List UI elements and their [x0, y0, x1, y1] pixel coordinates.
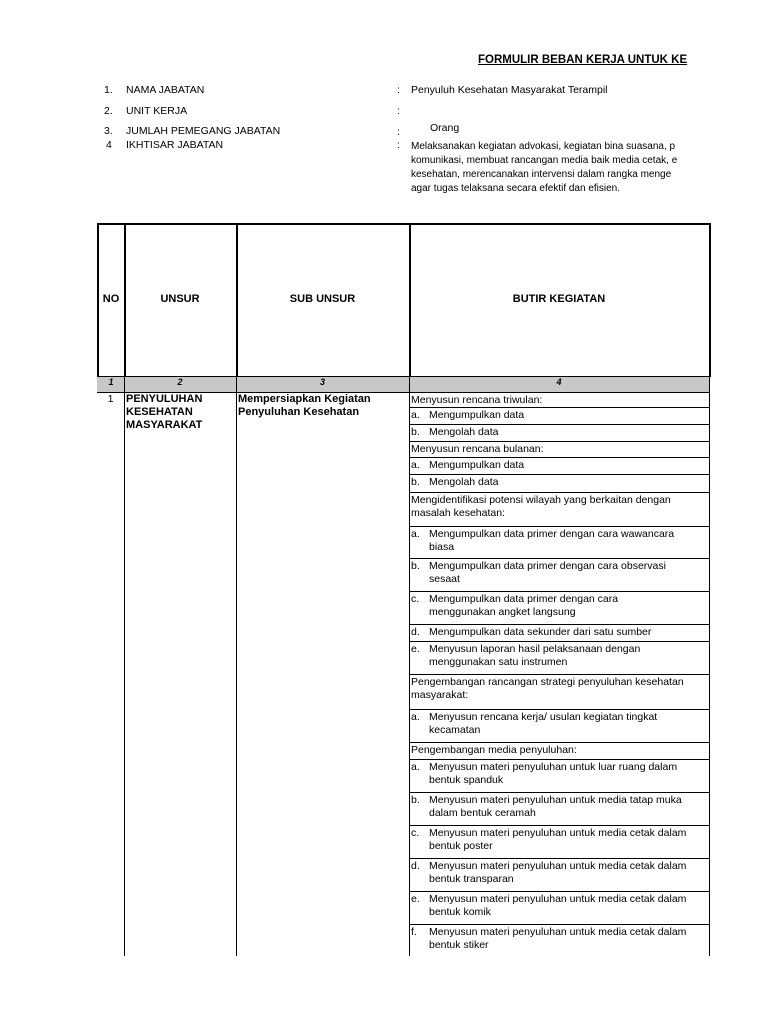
butir-line: Menyusun materi penyuluhan untuk media cetak dalam	[429, 893, 687, 905]
butir-heading	[411, 744, 577, 757]
summary-line: kesehatan, merencanakan intervensi dalam rangka menge	[411, 169, 672, 180]
info-value: Penyuluh Kesehatan Masyarakat Terampil	[411, 84, 608, 96]
butir-line: Menyusun materi penyuluhan untuk media tatap muka	[429, 794, 682, 806]
butir-line: Mengolah data	[429, 476, 499, 488]
column-number: 4	[556, 377, 562, 387]
butir-row	[410, 859, 710, 892]
butir-line: bentuk komik	[429, 906, 491, 918]
butir-row	[410, 425, 710, 442]
butir-line: Mengumpulkan data primer dengan cara	[429, 593, 619, 605]
butir-heading	[411, 676, 684, 702]
butir-marker: e.	[411, 893, 420, 905]
butir-line: kecamatan	[429, 724, 481, 736]
info-colon: :	[397, 139, 400, 151]
butir-line: Menyusun materi penyuluhan untuk media cetak dalam	[429, 926, 687, 938]
unsur-cell	[126, 393, 202, 432]
butir-row	[410, 892, 710, 925]
butir-row	[410, 642, 710, 675]
butir-marker: d.	[411, 860, 420, 872]
table-border	[236, 376, 237, 956]
butir-marker: a.	[411, 528, 420, 540]
butir-line: Mengidentifikasi potensi wilayah yang berkaitan dengan	[411, 494, 671, 506]
header-unsur: UNSUR	[160, 293, 200, 305]
info-label: NAMA JABATAN	[126, 84, 205, 96]
row-number: 1	[107, 393, 114, 405]
butir-line: biasa	[429, 541, 455, 553]
butir-row	[410, 743, 710, 760]
butir-line: Menyusun rencana bulanan:	[411, 443, 544, 455]
column-number: 3	[319, 377, 325, 387]
butir-text	[429, 860, 686, 886]
butir-line: sesaat	[429, 573, 460, 585]
butir-text	[429, 593, 618, 619]
unsur-line: KESEHATAN	[126, 406, 193, 418]
unsur-line: MASYARAKAT	[126, 419, 203, 431]
form-title: FORMULIR BEBAN KERJA UNTUK KE	[478, 54, 688, 66]
butir-marker: b.	[411, 426, 420, 438]
column-number: 2	[177, 377, 183, 387]
butir-line: masyarakat:	[411, 689, 469, 701]
info-colon: :	[397, 126, 400, 138]
butir-line: Menyusun materi penyuluhan untuk media cetak dalam	[429, 860, 687, 872]
butir-line: Mengolah data	[429, 426, 499, 438]
summary-line: komunikasi, membuat rancangan media baik media cetak, e	[411, 155, 678, 166]
butir-text	[429, 426, 498, 439]
info-colon: :	[397, 105, 400, 117]
butir-marker: a.	[411, 761, 420, 773]
butir-text	[429, 926, 686, 952]
butir-row	[410, 793, 710, 826]
sub-unsur-cell	[238, 393, 371, 419]
butir-row	[410, 493, 710, 527]
butir-line: Pengembangan rancangan strategi penyuluhan kesehatan	[411, 676, 684, 688]
butir-text	[429, 827, 686, 853]
info-colon: :	[397, 84, 400, 96]
butir-line: masalah kesehatan:	[411, 507, 505, 519]
butir-text	[429, 476, 498, 489]
butir-heading	[411, 494, 671, 520]
butir-row	[410, 475, 710, 493]
info-number: 4	[106, 139, 112, 151]
butir-heading	[411, 394, 542, 407]
butir-text	[429, 794, 682, 820]
info-number: 2.	[104, 105, 113, 117]
butir-text	[429, 528, 674, 554]
header-no: NO	[102, 293, 120, 305]
summary-line: Melaksanakan kegiatan advokasi, kegiatan bina suasana, p	[411, 141, 676, 152]
butir-line: dalam bentuk ceramah	[429, 807, 536, 819]
butir-marker: d.	[411, 626, 420, 638]
sub-unsur-line: Mempersiapkan Kegiatan	[238, 393, 371, 405]
butir-marker: a.	[411, 409, 420, 421]
butir-marker: a.	[411, 711, 420, 723]
info-label: JUMLAH PEMEGANG JABATAN	[126, 125, 281, 137]
table-border	[124, 376, 125, 956]
info-number: 3.	[104, 125, 113, 137]
butir-line: Menyusun materi penyuluhan untuk media cetak dalam	[429, 827, 687, 839]
info-number: 1.	[104, 84, 113, 96]
butir-text	[429, 711, 657, 737]
unsur-line: PENYULUHAN	[126, 393, 203, 405]
butir-line: bentuk spanduk	[429, 774, 504, 786]
butir-line: Mengumpulkan data	[429, 459, 525, 471]
header-sub-unsur: SUB UNSUR	[289, 293, 356, 305]
butir-text	[429, 560, 666, 586]
butir-marker: f.	[411, 926, 417, 938]
butir-text	[429, 761, 677, 787]
butir-line: Menyusun laporan hasil pelaksanaan dengan	[429, 643, 641, 655]
butir-line: Menyusun rencana triwulan:	[411, 394, 543, 406]
butir-row	[410, 826, 710, 859]
butir-row	[410, 625, 710, 642]
butir-heading	[411, 443, 544, 456]
butir-line: Mengumpulkan data primer dengan cara observasi	[429, 560, 666, 572]
info-value: Orang	[430, 122, 460, 134]
butir-row	[410, 393, 710, 408]
job-summary	[411, 140, 768, 196]
butir-marker: c.	[411, 593, 420, 605]
butir-marker: c.	[411, 827, 420, 839]
butir-marker: b.	[411, 794, 420, 806]
butir-text	[429, 409, 524, 422]
butir-row	[410, 710, 710, 743]
info-label: IKHTISAR JABATAN	[126, 139, 224, 151]
butir-line: Menyusun materi penyuluhan untuk luar ruang dalam	[429, 761, 678, 773]
butir-row	[410, 675, 710, 710]
info-label: UNIT KERJA	[126, 105, 188, 117]
table-border	[97, 223, 710, 225]
butir-text	[429, 626, 651, 639]
butir-row	[410, 592, 710, 625]
header-butir-kegiatan: BUTIR KEGIATAN	[512, 293, 606, 305]
butir-line: menggunakan satu instrumen	[429, 656, 568, 668]
butir-text	[429, 459, 524, 472]
butir-line: bentuk transparan	[429, 873, 514, 885]
butir-row	[410, 925, 710, 956]
butir-row	[410, 559, 710, 592]
butir-marker: a.	[411, 459, 420, 471]
butir-row	[410, 760, 710, 793]
column-number: 1	[108, 377, 114, 387]
butir-marker: b.	[411, 476, 420, 488]
butir-line: Mengumpulkan data	[429, 409, 525, 421]
butir-row	[410, 442, 710, 458]
butir-line: Menyusun rencana kerja/ usulan kegiatan tingkat	[429, 711, 658, 723]
butir-line: menggunakan angket langsung	[429, 606, 576, 618]
butir-row	[410, 408, 710, 425]
butir-line: Mengumpulkan data primer dengan cara wawancara	[429, 528, 675, 540]
butir-row	[410, 458, 710, 475]
butir-line: Pengembangan media penyuluhan:	[411, 744, 577, 756]
butir-line: Mengumpulkan data sekunder dari satu sumber	[429, 626, 652, 638]
butir-text	[429, 643, 640, 669]
summary-line: agar tugas telaksana secara efektif dan efisien.	[411, 183, 621, 194]
butir-row	[410, 527, 710, 559]
butir-line: bentuk poster	[429, 840, 493, 852]
sub-unsur-line: Penyuluhan Kesehatan	[238, 406, 360, 418]
butir-line: bentuk stiker	[429, 939, 489, 951]
butir-text	[429, 893, 686, 919]
butir-marker: e.	[411, 643, 420, 655]
butir-marker: b.	[411, 560, 420, 572]
table-border	[709, 223, 711, 377]
